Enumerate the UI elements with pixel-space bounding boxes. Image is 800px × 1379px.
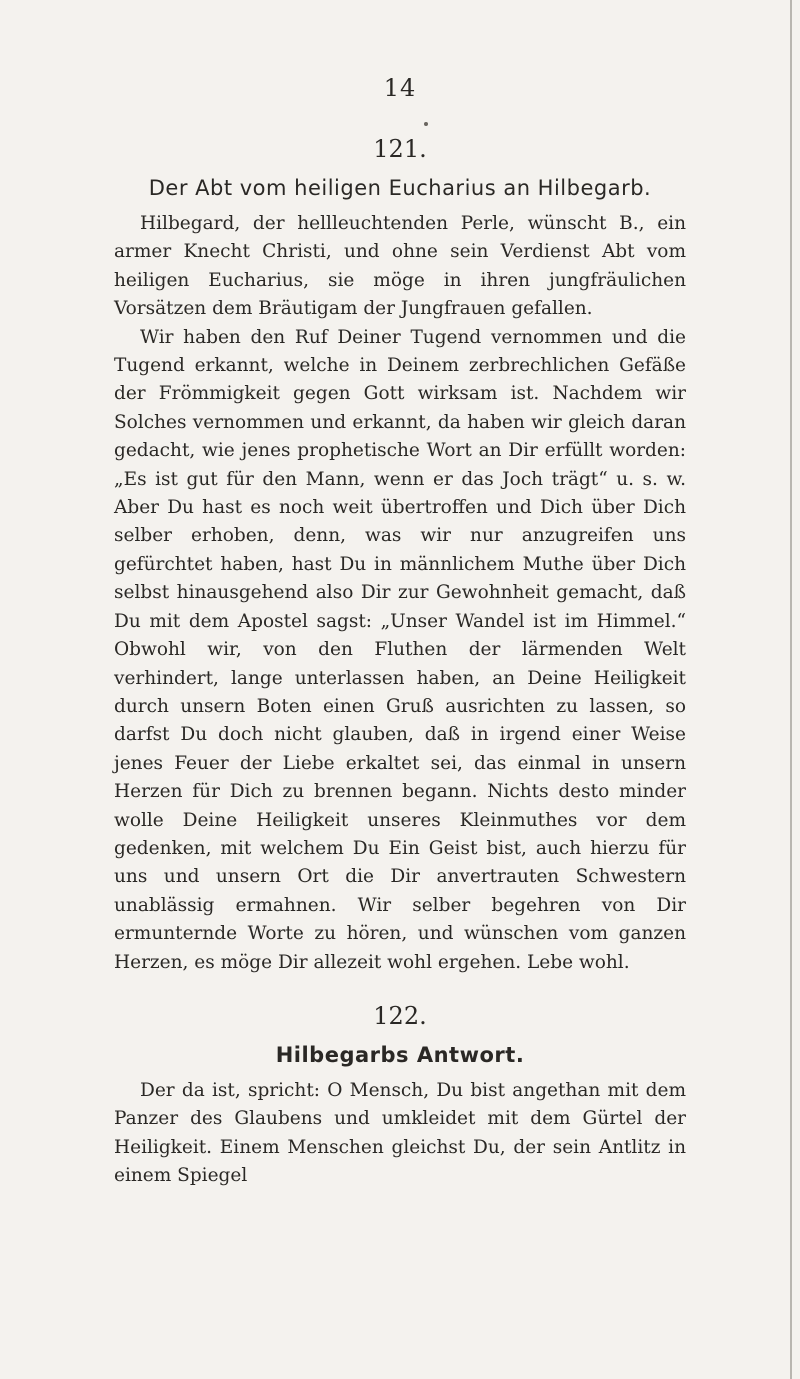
page-number: 14 (383, 74, 417, 102)
page-edge-line (790, 0, 792, 1379)
section-number: 121. (373, 135, 427, 163)
section-122 (114, 999, 686, 1191)
section-number: 122. (373, 1001, 427, 1030)
paragraph: Hilbegard, der hellleuchtenden Perle, wünscht B., ein armer Knecht Christi, und ohne sein Verdienst Abt vom heiligen Eucharius, sie möge in ihren jungfräulichen Vorsätzen dem Bräutigam der Jungfrauen gefallen. (114, 213, 686, 320)
section-121 (114, 132, 686, 977)
page-body (114, 132, 686, 1191)
paragraph: Der da ist, spricht: O Mensch, Du bist angethan mit dem Panzer des Glaubens und umkleidet mit dem Gürtel der Heiligkeit. Einem Menschen gleichst Du, der sein Antlitz in einem Spiegel (114, 1079, 686, 1187)
paragraph: Wir haben den Ruf Deiner Tugend vernommen und die Tugend erkannt, welche in Deinem zerbrechlichen Gefäße der Frömmigkeit gegen Gott wirksam ist. Nachdem wir Solches vernommen und erkannt, da haben wir gleich daran gedacht, wie jenes prophetische Wort an Dir erfüllt worden: „Es ist gut für den Mann, wenn er das Joch trägt“ u. s. w. Aber Du hast es noch weit übertroffen und Dich über Dich selber erhoben, denn, was wir nur anzugreifen uns gefürchtet haben, hast Du in männlichem Muthe über Dich selbst hinausgehend also Dir zur Gewohnheit gemacht, daß Du mit dem Apostel sagst: „Unser Wandel ist im Himmel.“ Obwohl wir, von den Fluthen der lärmenden Welt verhindert, lange unterlassen haben, an Deine Heiligkeit durch unsern Boten einen Gruß ausrichten zu lassen, so darfst Du doch nicht glauben, daß in irgend einer Weise jenes Feuer der Liebe erkaltet sei, das einmal in unsern Herzen für Dich zu brennen begann. Nichts desto minder wolle Deine Heiligkeit unseres Kleinmuthes vor dem gedenken, mit welchem Du Ein Geist bist, auch hierzu für uns und unsern Ort die Dir anvertrauten Schwestern unablässig ermahnen. Wir selber begehren von Dir ermunternde Worte zu hören, und wünschen vom ganzen Herzen, es möge Dir allezeit wohl ergehen. Lebe wohl. (114, 326, 686, 973)
decorative-dot (424, 122, 428, 126)
section-gap (114, 977, 686, 999)
section-title: Hilbegarbs Antwort. (275, 1042, 525, 1067)
section-title: Der Abt vom heiligen Eucharius an Hilbegarb. (148, 176, 652, 200)
